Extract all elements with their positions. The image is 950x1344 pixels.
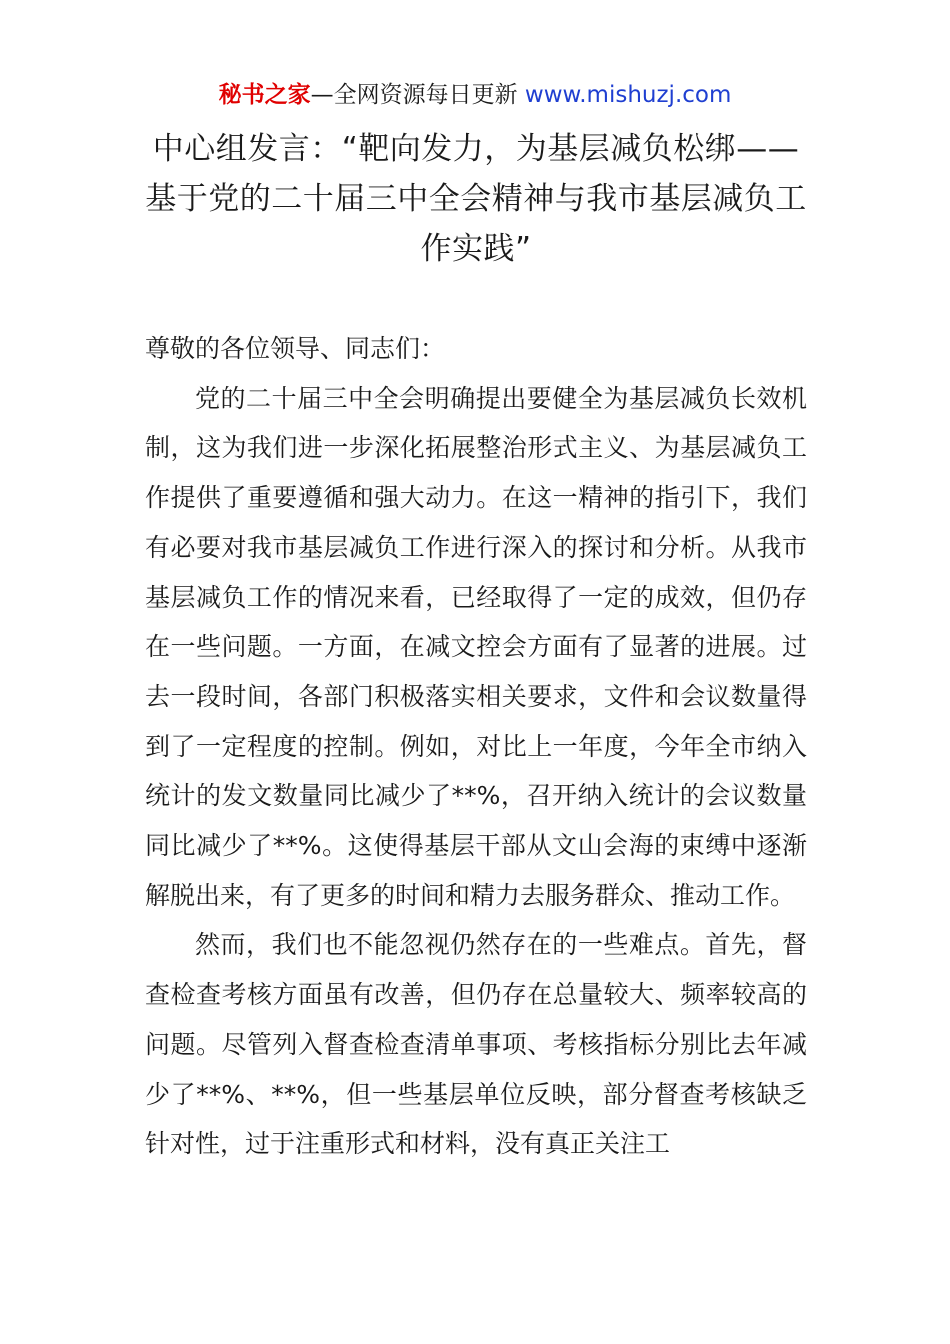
salutation: 尊敬的各位领导、同志们： <box>145 334 446 363</box>
paragraph-1: 党的二十届三中全会明确提出要健全为基层减负长效机制，这为我们进一步深化拓展整治形式主义、为基层减负工作提供了重要遵循和强大动力。在这一精神的指引下，我们有必要对我市基层减负工作进行深入的探讨和分析。从我市基层减负工作的情况来看，已经取得了一定的成效，但仍存在一些问题。一方面，在减文控会方面有了显著的进展。过去一段时间，各部门积极落实相关要求，文件和会议数量得到了一定程度的控制。例如，对比上一年度，今年全市纳入统计的发文数量同比减少了**%，召开纳入统计的会议数量同比减少了**%。这使得基层干部从文山会海的束缚中逐渐解脱出来，有了更多的时间和精力去服务群众、推动工作。 <box>145 383 807 910</box>
brand-name: 秘书之家 <box>218 82 311 108</box>
site-header <box>0 78 950 112</box>
document-title: 中心组发言：“靶向发力，为基层减负松绑——基于党的二十届三中全会精神与我市基层减负工作实践” <box>145 131 807 267</box>
document-body <box>145 324 807 1169</box>
paragraph-2: 然而，我们也不能忽视仍然存在的一些难点。首先，督查检查考核方面虽有改善，但仍存在总量较大、频率较高的问题。尽管列入督查检查清单事项、考核指标分别比去年减少了**%、**%，但一些基层单位反映，部分督查考核缺乏针对性，过于注重形式和材料，没有真正关注工 <box>145 930 807 1159</box>
header-tagline: —全网资源每日更新 <box>310 82 525 108</box>
site-url-link[interactable]: www.mishuzj.com <box>524 82 732 108</box>
